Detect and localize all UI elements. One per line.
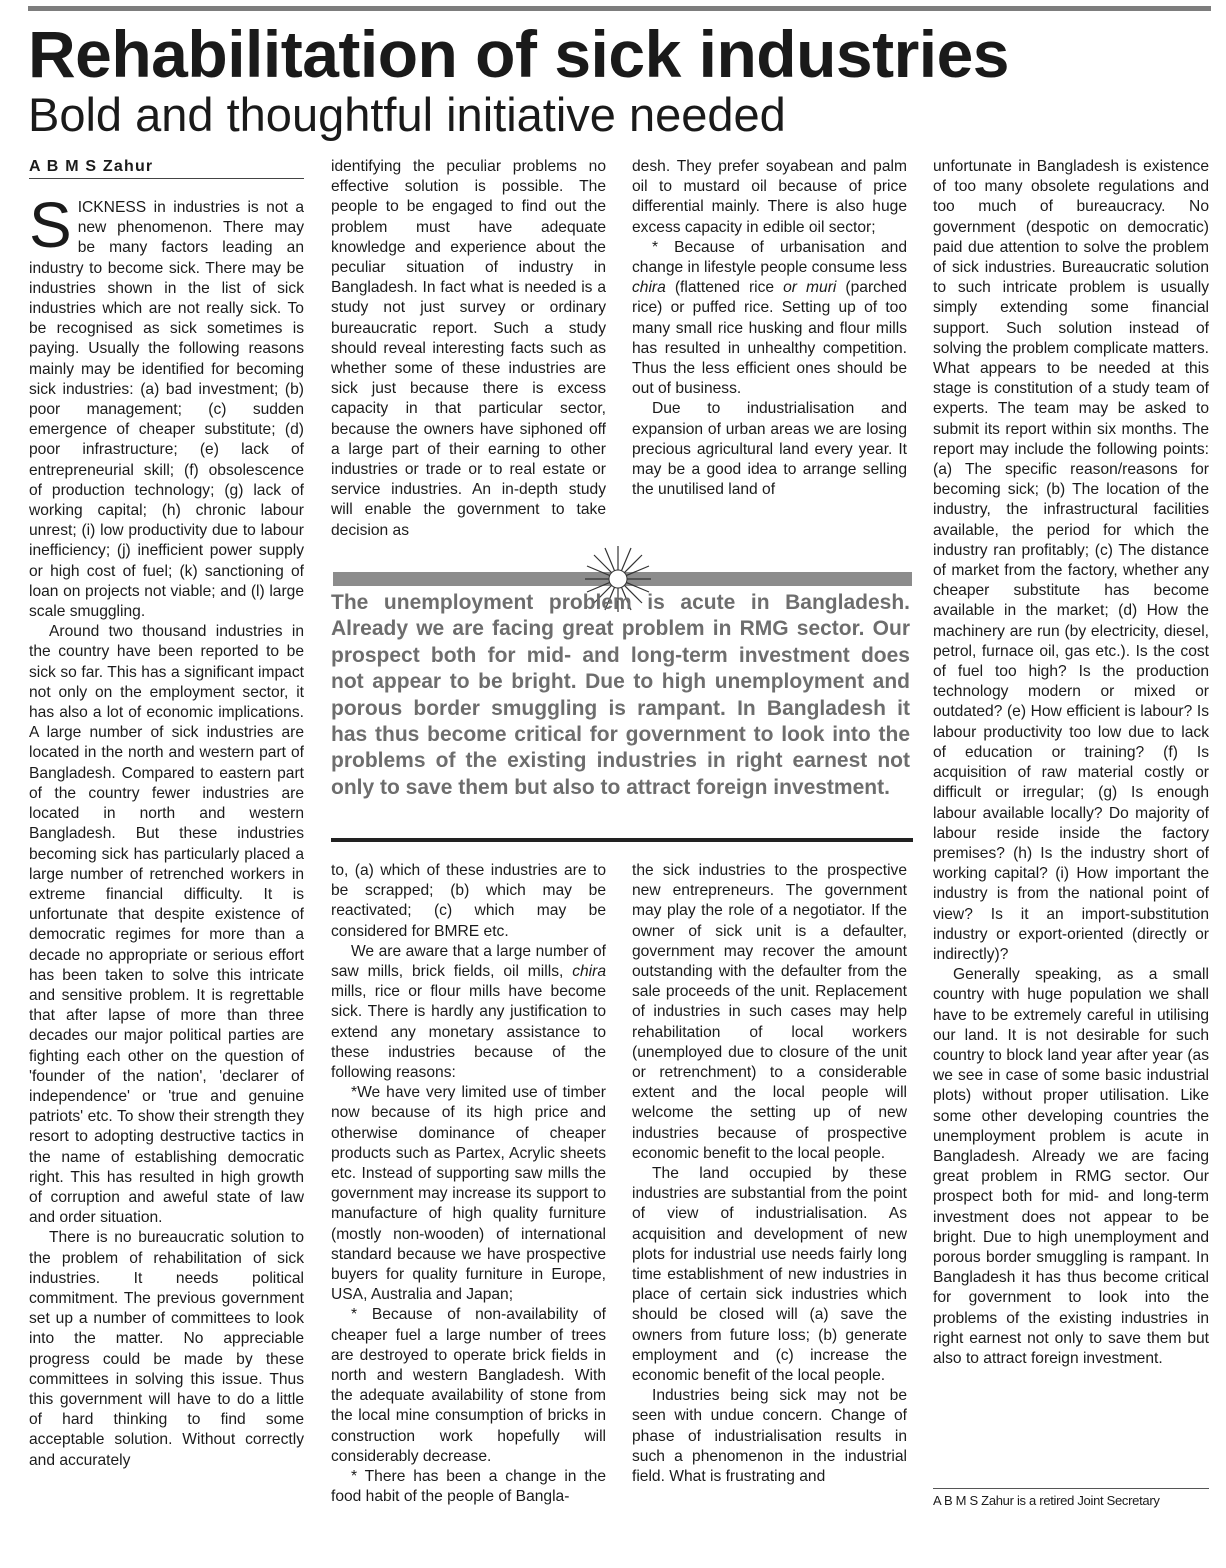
- pull-quote: The unemployment problem is acute in Bangladesh. Already we are facing great problem in RMG sector. Our prospect both for mid- and long-term investment does not appear to be bright. Due to high unemployment and porous border smuggling is rampant. In Bangladesh it has thus become critical for government to look into the problems of the existing industries in right earnest not only to save them but also to attract foreign investment.: [331, 591, 910, 799]
- column-1-paragraph-2: Around two thousand industries in the country have been reported to be sick so far. This has a significant impact not only on the employment sector, it has also a lot of economic implications. A large number of sick industries are located in the north and western part of Bangladesh. Compared to eastern part of the country fewer industries are located in north and western Bangladesh. But these industries becoming sick has particularly placed a large number of retrenched workers in extreme financial difficulty. It is unfortunate that despite existence of democratic regimes for more than a decade no appropriate or serious effort has been taken to solve this intricate and sensitive problem. It is regrettable that after lapse of more than three decades our major political parties are fighting each other on the question of 'founder of the nation', 'declarer of independence' or 'true and genuine patriots' etc. To show their strength they resort to adopting destructive tactics in the name of establishing democratic right. This has resulted in high growth of corruption and aweful state of law and order situation.: [29, 623, 304, 1227]
- author-credit: A B M S Zahur is a retired Joint Secretary: [933, 1493, 1160, 1508]
- article-column-1: [29, 198, 304, 1564]
- column-1-paragraph-1: SICKNESS in industries is not a new phenomenon. There may be many factors leading an industry to become sick. There may be industries shown in the list of sick industries which are not really sick. To be recognised as sick sometimes is paying. Usually the following reasons mainly may be identified for becoming sick industries: (a) bad investment; (b) poor management; (c) sudden emergence of cheaper substitute; (d) poor infrastructure; (e) lack of entrepreneurial skill; (f) obsolescence of production technology; (g) lack of working capital; (h) chronic labour unrest; (i) low productivity due to labour inefficiency; (j) inefficient power supply or high cost of fuel; (k) sanctioning of loan on projects not viable; and (l) large scale smuggling.: [29, 198, 304, 621]
- article-column-3-bottom: [632, 861, 907, 1566]
- article-column-3-top: [632, 157, 907, 547]
- column-3-top-paragraph-1: desh. They prefer soyabean and palm oil to mustard oil because of price differential mainly. There is also huge excess capacity in edible oil sector;: [632, 158, 907, 236]
- article-column-2-bottom: [331, 861, 606, 1566]
- drop-cap: S: [29, 198, 72, 261]
- subheadline: Bold and thoughtful initiative needed: [28, 88, 786, 141]
- column-2-bottom-paragraph-2: We are aware that a large number of saw mills, brick fields, oil mills, chira mills, rice or flour mills have become sick. There is hardly any justification to extend any monetary assistance to these industries because of the following reasons:: [331, 942, 606, 1082]
- top-rule: [28, 6, 1211, 11]
- column-3-bottom-paragraph-3: Industries being sick may not be seen with undue concern. Change of phase of industrialisation results in such a phenomenon in the industrial field. What is frustrating and: [632, 1387, 907, 1486]
- column-2-bottom-paragraph-4: * Because of non-availability of cheaper fuel a large number of trees are destroyed to operate brick fields in north and western Bangladesh. With the adequate availability of stone from the local mine consumption of bricks in construction work hopefully will considerably decrease.: [331, 1306, 606, 1465]
- column-2-bottom-paragraph-3: *We have very limited use of timber now because of its high price and otherwise dominance of cheaper products such as Partex, Acrylic sheets etc. Instead of supporting saw mills the government may increase its support to manufacture of high quality furniture (mostly non-wooden) of international standard because we have prospective buyers for quality furniture in Europe, USA, Australia and Japan;: [331, 1084, 606, 1304]
- pull-quote-rule: [331, 838, 913, 842]
- article-column-2-top: [331, 157, 606, 537]
- column-2-bottom-paragraph-5: * There has been a change in the food habit of the people of Bangla-: [331, 1468, 606, 1506]
- column-4-paragraph-2: Generally speaking, as a small country with huge population we shall have to be extremely careful in utilising our land. It is not desirable for such country to block land year after year (as we see in case of some basic industrial plots) without proper utilisation. Like some other developing countries the unemployment problem is acute in Bangladesh. Already we are facing great problem in RMG sector. Our prospect both for mid- and long-term investment does not appear to be bright. Due to high unemployment and porous border smuggling is rampant. In Bangladesh it has thus become critical for government to look into the problems of the existing industries in right earnest not only to save them but also to attract foreign investment.: [933, 966, 1209, 1367]
- byline: A B M S Zahur: [29, 158, 304, 179]
- article-column-4: [933, 157, 1209, 1487]
- column-3-top-paragraph-2: * Because of urbanisation and change in lifestyle people consume less chira (flattened rice or muri (parched rice) or puffed rice. Setting up of too many small rice husking and flour mills has resulted in unhealthy competition. Thus the less efficient ones should be out of business.: [632, 238, 907, 398]
- column-4-paragraph-1: unfortunate in Bangladesh is existence of too many obsolete regulations and too much of bureaucracy. No government (despotic on democratic) paid due attention to solve the problem of sick industries. Bureaucratic solution to such intricate problem is usually simply extending some financial support. Such solution instead of solving the problem complicate matters. What appears to be needed at this stage is constitution of a study team of experts. The team may be asked to submit its report within six months. The report may include the following points: (a) The specific reason/reasons for becoming sick; (b) The location of the industry, the infrastructural facilities available, the period for which the industry ran profitably; (c) The distance of market from the factory, whether any cheaper substitute has become available in the market; (d) How the machinery are run (by electricity, diesel, petrol, furnace oil, gas etc.). Is the cost of fuel too high? Is the production technology modern or mixed or outdated? (e) How efficient is labour? Is labour productivity too low due to lack of education or training? (f) Is acquisition of raw material costly or difficult or irregular; (g) Is enough labour available locally? Do majority of labour reside inside the factory premises? (h) Is the industry short of working capital? (i) How important the industry is from the national point of view? Is it an import-substitution industry or export-oriented (directly or indirectly)?: [933, 158, 1209, 963]
- column-2-top-paragraph-1: identifying the peculiar problems no effective solution is possible. The people to be engaged to find out the problem must have adequate knowledge and experience about the peculiar situation of industry in Bangladesh. In fact what is needed is a study not just survey or ordinary bureaucratic report. Such a study should reveal interesting facts such as whether some of these industries are sick just because there is excess capacity in that particular sector, because the owners have siphoned off a large part of their earning to other industries or trade or to real estate or service industries. An in-depth study will enable the government to take decision as: [331, 158, 606, 537]
- column-3-top-paragraph-3: Due to industrialisation and expansion of urban areas we are losing precious agricultural land every year. It may be a good idea to arrange selling the unutilised land of: [632, 400, 907, 499]
- headline: Rehabilitation of sick industries: [28, 17, 1010, 91]
- column-2-bottom-paragraph-1: to, (a) which of these industries are to be scrapped; (b) which may be reactivated; (c) which may be considered for BMRE etc.: [331, 862, 606, 940]
- credit-rule: [933, 1488, 1209, 1489]
- column-3-bottom-paragraph-2: The land occupied by these industries are substantial from the point of view of industrialisation. As acquisition and development of new plots for industrial use needs fairly long time establishment of new industries in place of certain sick industries which should be closed will (a) save the owners from future loss; (b) generate employment and (c) increase the economic benefit of the local people.: [632, 1165, 907, 1385]
- column-3-bottom-paragraph-1: the sick industries to the prospective new entrepreneurs. The government may play the role of a negotiator. If the owner of sick unit is a defaulter, government may recover the amount outstanding with the defaulter from the sale proceeds of the unit. Replacement of industries in such cases may help rehabilitation of local workers (unemployed due to closure of the unit or retrenchment) to a considerable extent and the local people will welcome the setting up of new industries because of prospective economic benefit to the local people.: [632, 862, 907, 1162]
- column-1-paragraph-3: There is no bureaucratic solution to the problem of rehabilitation of sick industries. It needs political commitment. The previous government set up a number of committees to look into the matter. No appreciable progress could be made by these committees in solving this issue. Thus this government will have to do a little of hard thinking to find some acceptable solution. Without correctly and accurately: [29, 1229, 304, 1469]
